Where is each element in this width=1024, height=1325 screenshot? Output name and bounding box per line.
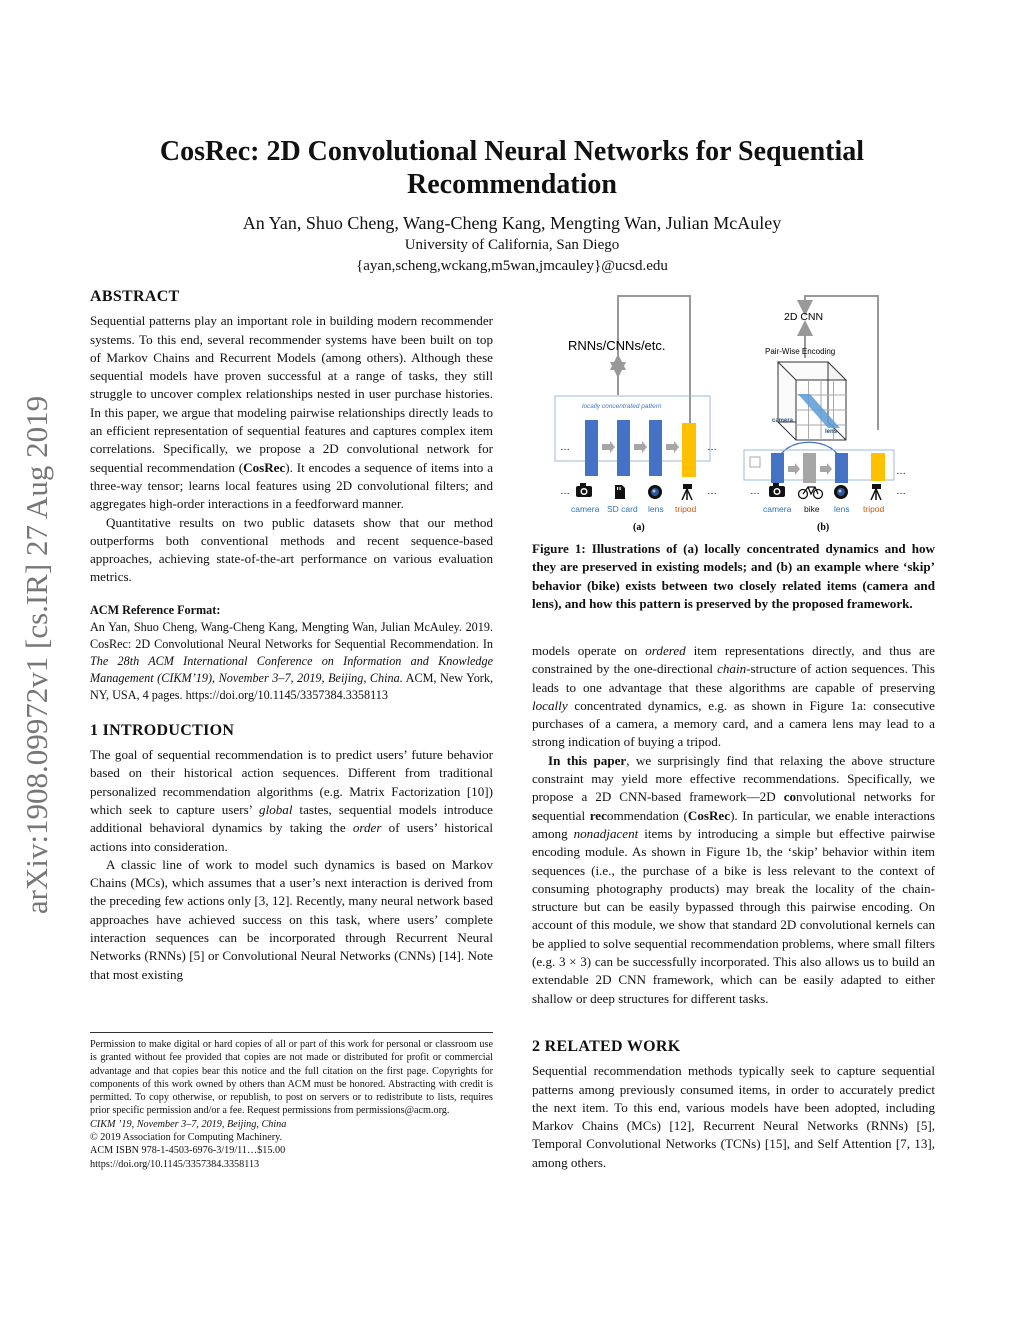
r2-text-f: items by introducing a simple but effective pairwise encoding module. As shown in Figure 1b, the ‘skip’ behavior within item sequences (i.e., the purchase of a bike is less relevant to the context of consuming photography products) may break the locality of the chain-structure but can be easily bypassed through this pairwise encoding. On account of this module, we show that standard 2D convolutional kernels can be applied to solve sequential recommendation problems, where small filters (e.g. 3 × 3) can be successfully incorporated. This also allows us to build an extendable 2D CNN framework, which can be easily adapted to either shallow or deep structures for different tasks.: [532, 825, 935, 1006]
b-label-tripod: tripod: [863, 504, 885, 514]
abstract-text: Sequential patterns play an important role in building modern recommender systems. To this end, several recommender systems have been built on top of Markov Chains and Recurrent Models (among others). Although these sequential models have proven successful at a range of tasks, they still struggle to uncover complex relationships nested in user purchase histories. In this paper, we argue that modeling pairwise relationships directly leads to an efficient representation of sequential features and captures complex item correlations. Specifically, we propose a 2D convolutional network for sequential recommendation (: [90, 313, 493, 475]
copyright-footnote: [90, 1032, 493, 1171]
camera-icon: [576, 483, 592, 497]
a-label-tripod: tripod: [675, 504, 697, 514]
intro-text-c: of users’ historical actions into consideration.: [90, 820, 494, 854]
r-text-a: models operate on: [532, 643, 646, 658]
abstract-paragraph-1: [90, 312, 493, 513]
panel-a: [555, 296, 717, 533]
authors: An Yan, Shuo Cheng, Wang-Cheng Kang, Mengting Wan, Julian McAuley: [242, 213, 782, 233]
b-top-label: 2D CNN: [784, 311, 824, 323]
r-text-d: concentrated dynamics, e.g. as shown in Figure 1a: consecutive purchases of a camera, a memory card, and a camera lens may lead to a strong indication of buying a tripod.: [532, 697, 935, 750]
r2-text-e: ). In particular, we enable interactions among: [532, 807, 936, 841]
r-bold-in-this-paper: In this paper: [548, 752, 627, 768]
related-work-heading: 2 RELATED WORK: [532, 1037, 681, 1055]
tripod-icon: [871, 484, 881, 500]
acm-ref-venue: The 28th ACM International Conference on Information and Knowledge Management (CIKM’19), November 3–7, 2019, Beijing, China.: [90, 653, 493, 685]
bike-icon: [799, 487, 823, 499]
figure-1: [540, 290, 940, 535]
b-pe-label: Pair-Wise Encoding: [765, 347, 836, 356]
abstract-heading: ABSTRACT: [90, 288, 180, 305]
acm-reference-heading: ACM Reference Format:: [90, 602, 221, 617]
a-label-sdcard: SD card: [607, 504, 638, 514]
intro-italic-order: order: [352, 820, 382, 836]
a-arrow-3: [666, 441, 679, 453]
r-text-c: -structure of action sequences. This leads to one advantage that these algorithms are capable of preserving: [532, 661, 936, 695]
abstract-cosrec: CosRec: [243, 459, 286, 475]
affiliation: University of California, San Diego: [404, 237, 620, 253]
b-arrow-1: [788, 463, 800, 475]
b-bar-tripod: [871, 453, 885, 481]
b-small-box: [750, 457, 760, 467]
a-dots-left: …: [560, 442, 570, 453]
a-bar-lens: [649, 420, 662, 476]
arxiv-identifier: arXiv:1908.09972v1 [cs.IR] 27 Aug 2019: [19, 395, 54, 915]
r-italic-ordered: ordered: [645, 643, 686, 658]
r2-bold-s: s: [532, 807, 538, 823]
intro-text-b: tastes, sequential models introduce additional behavioral dynamics by taking the: [90, 801, 493, 836]
r2-bold-cosrec: CosRec: [687, 807, 731, 823]
right-column: [532, 642, 935, 1172]
r2-italic-nonadjacent: nonadjacent: [573, 825, 639, 841]
emails: {ayan,scheng,wckang,m5wan,jmcauley}@ucsd.edu: [356, 258, 668, 274]
lens-icon: [648, 485, 662, 499]
figure-caption: Figure 1: Illustrations of (a) locally concentrated dynamics and how they are preserved in existing models; and (b) an example where ‘skip’ behavior (bike) exists between two closely related items (camera and lens), and how this pattern is preserved by the proposed framework.: [532, 541, 935, 611]
r2-text-c: equential: [537, 807, 590, 823]
acm-reference-text: [90, 619, 493, 704]
r2-text-d: ommendation (: [606, 807, 688, 823]
a-bar-sdcard: [617, 420, 630, 476]
permission-text: Permission to make digital or hard copies of all or part of this work for personal or classroom use is granted without fee provided that copies are not made or distributed for profit or commercial advantage and that copies bear this notice and the full citation on the first page. Copyrights for components of this work owned by others than ACM must be honored. Abstracting with credit is permitted. To copy otherwise, or republish, to post on servers or to redistribute to lists, requires prior specific permission and/or a fee. Request permissions from permissions@acm.org.: [90, 1039, 493, 1117]
a-arrow-2: [634, 441, 647, 453]
a-bar-camera: [585, 420, 598, 476]
panel-b: [744, 296, 906, 533]
sub-caption-a: (a): [633, 522, 645, 533]
abstract-paragraph-2: Quantitative results on two public datasets show that our method outperforms both conventional methods and recent sequence-based approaches, achieving state-of-the-art performance on various evaluation metrics.: [90, 514, 493, 585]
b-label-lens: lens: [834, 504, 850, 514]
a-dots-right: …: [707, 442, 717, 453]
b-dots-icons-right: …: [896, 486, 906, 497]
r-text-b: item representations directly, and thus are constrained by the one-directional: [532, 643, 935, 677]
acm-ref-b: ACM, New York, NY, USA, 4 pages. https://doi.org/10.1145/3357384.3358113: [90, 670, 494, 702]
b-camera-tag: camera: [772, 418, 794, 424]
doi-line: https://doi.org/10.1145/3357384.3358113: [90, 1158, 260, 1170]
a-dots-icons-left: …: [560, 486, 570, 497]
tripod-icon: [682, 484, 692, 500]
copyright-line: © 2019 Association for Computing Machinery.: [90, 1132, 283, 1144]
sub-caption-b: (b): [817, 522, 830, 533]
paper-title: CosRec: 2D Convolutional Neural Networks for Sequential Recommendation: [159, 136, 865, 200]
arxiv-sidebar: [12, 360, 62, 950]
abstract-text-2: ). It encodes a sequence of items into a three-way tensor; learns local features using 2D convolutional filters; and aggregates high-order interactions in a feedforward manner.: [90, 459, 494, 512]
intro-paragraph-1: [90, 746, 493, 856]
camera-icon: [769, 483, 785, 497]
related-work-paragraph: Sequential recommendation methods typically seek to capture sequential patterns among previously consumed items, in order to accurately predict the next item. To this end, various models have been adopted, including Markov Chains (MCs) [12], Recurrent Neural Networks (RNNs) [5], Temporal Convolutional Networks (TCNs) [15], and Self Attention [7, 13], among others.: [532, 1063, 935, 1170]
lens-icon: [834, 485, 848, 499]
sd-card-icon: [615, 485, 625, 499]
b-label-bike: bike: [804, 504, 820, 514]
a-top-label: RNNs/CNNs/etc.: [568, 338, 666, 353]
isbn-line: ACM ISBN 978-1-4503-6976-3/19/11…$15.00: [90, 1145, 286, 1157]
right-paragraph-2: [532, 752, 935, 1008]
r2-text-b: nvolutional networks for: [796, 789, 935, 805]
b-arrow-2: [820, 463, 832, 475]
b-bar-camera: [771, 453, 784, 483]
acm-reference: [90, 602, 493, 704]
r-italic-chain: chain: [717, 661, 747, 677]
r-italic-locally: locally: [532, 697, 568, 713]
a-arrow-1: [602, 441, 615, 453]
left-column: [90, 288, 493, 984]
r2-text-a: , we surprisingly find that relaxing the above structure constraint may yield more effective recommendations. Specifically, we propose a 2D CNN-based framework—2D: [532, 752, 935, 805]
intro-italic-global: global: [259, 801, 293, 817]
b-lens-tag: lens: [825, 429, 838, 435]
b-dots-icons-left: …: [750, 486, 760, 497]
a-label-lens: lens: [648, 504, 664, 514]
a-label-camera: camera: [571, 504, 600, 514]
r2-bold-rec: rec: [589, 807, 607, 823]
b-bar-lens: [835, 453, 848, 483]
right-paragraph-1: [532, 642, 935, 752]
r2-bold-co: co: [783, 789, 797, 805]
b-label-camera: camera: [763, 504, 792, 514]
intro-heading: 1 INTRODUCTION: [90, 721, 235, 739]
a-pattern-label: locally concentrated pattern: [582, 403, 662, 410]
conference-line: CIKM ’19, November 3–7, 2019, Beijing, China: [90, 1118, 287, 1130]
a-bar-tripod: [682, 423, 696, 477]
intro-paragraph-2: A classic line of work to model such dynamics is based on Markov Chains (MCs), which assumes that a user’s next interaction is derived from the preceding few actions only [3, 12]. Recently, many neural network based approaches have achieved success on this task, where users’ complete interaction sequences can be incorporated through Recurrent Neural Networks (RNNs) [5] or Convolutional Neural Networks (CNNs) [14]. Note that most existing: [90, 856, 493, 982]
intro-text-a: The goal of sequential recommendation is to predict users’ future behavior based on their historical action sequences. Different from traditional personalized recommendation algorithms (e.g. Matrix Factorization [10]) which seek to capture users’: [90, 747, 493, 817]
b-dots-right: …: [896, 466, 906, 477]
acm-ref-a: An Yan, Shuo Cheng, Wang-Cheng Kang, Mengting Wan, Julian McAuley. 2019. CosRec: 2D Convolutional Neural Networks for Sequential Recommendation. In: [90, 619, 493, 651]
a-dots-icons-right: …: [707, 486, 717, 497]
b-bar-bike: [803, 453, 816, 483]
